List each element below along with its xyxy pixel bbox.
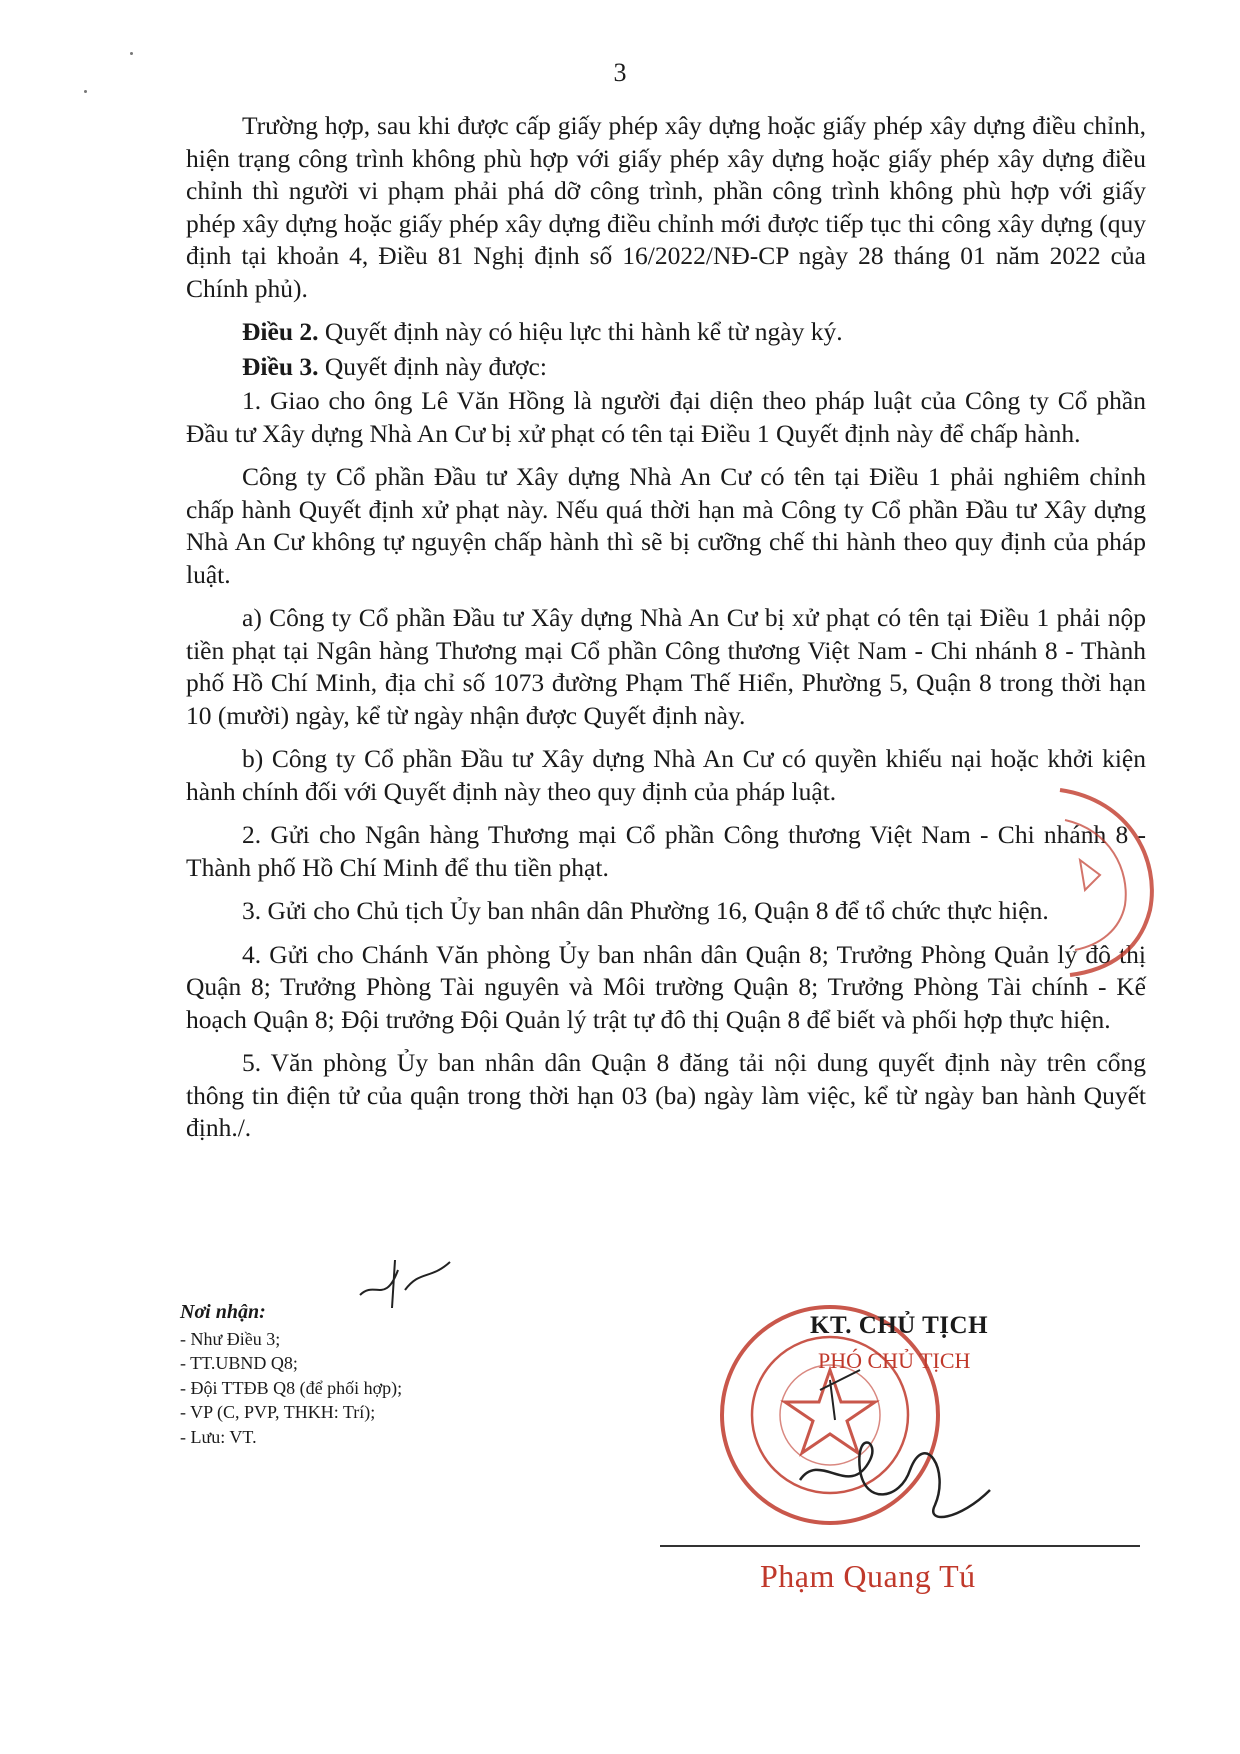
- recipient-item: - Như Điều 3;: [180, 1328, 281, 1349]
- handwritten-signature-icon: [760, 1330, 1020, 1530]
- article-2: [186, 316, 1146, 349]
- scan-speck: [130, 52, 133, 55]
- clause-1b: b) Công ty Cổ phần Đầu tư Xây dựng Nhà An Cư có quyền khiếu nại hoặc khởi kiện hành chính đối với Quyết định này theo quy định của pháp luật.: [186, 744, 1146, 806]
- signer-name: Phạm Quang Tú: [760, 1558, 976, 1594]
- clause-4: 4. Gửi cho Chánh Văn phòng Ủy ban nhân dân Quận 8; Trưởng Phòng Quản lý đô thị Quận 8; Trưởng Phòng Tài nguyên và Môi trường Quận 8; Trưởng Phòng Tài chính - Kế hoạch Quận 8; Đội trưởng Đội Quản lý trật tự đô thị Quận 8 để biết và phối hợp thực hiện.: [186, 939, 1146, 1034]
- signature-title: KT. CHỦ TỊCH: [810, 1312, 989, 1339]
- clause-2: 2. Gửi cho Ngân hàng Thương mại Cổ phần Công thương Việt Nam - Chi nhánh 8 - Thành phố Hồ Chí Minh để thu tiền phạt.: [186, 820, 1146, 882]
- article-2-text: Quyết định này có hiệu lực thi hành kể từ ngày ký.: [318, 317, 843, 346]
- clause-1a: a) Công ty Cổ phần Đầu tư Xây dựng Nhà An Cư bị xử phạt có tên tại Điều 1 phải nộp tiền phạt tại Ngân hàng Thương mại Cổ phần Công thương Việt Nam - Chi nhánh 8 - Thành phố Hồ Chí Minh, địa chỉ số 1073 đường Phạm Thế Hiển, Phường 5, Quận 8 trong thời hạn 10 (mười) ngày, kể từ ngày nhận được Quyết định này.: [186, 603, 1146, 730]
- article-3-label: Điều 3.: [242, 351, 319, 381]
- recipients-list: [180, 1327, 620, 1450]
- recipient-item: - TT.UBND Q8;: [180, 1353, 298, 1373]
- recipient-item: - VP (C, PVP, THKH: Trí);: [180, 1402, 376, 1422]
- article-3: [186, 351, 1146, 384]
- signature-prefix: KT.: [810, 1312, 853, 1339]
- recipient-item: - Đội TTĐB Q8 (để phối hợp);: [180, 1377, 403, 1398]
- partial-stamp-icon: [1040, 780, 1170, 980]
- page-number: 3: [613, 58, 627, 87]
- signature-subtitle: PHÓ CHỦ TỊCH: [818, 1348, 971, 1373]
- recipients-heading: Nơi nhận:: [180, 1301, 266, 1323]
- document-body: [186, 110, 1146, 1156]
- scan-speck: [84, 90, 87, 93]
- article-3-text: Quyết định này được:: [318, 351, 547, 381]
- article-2-label: Điều 2.: [242, 317, 319, 346]
- paragraph-remedy: Trường hợp, sau khi được cấp giấy phép xây dựng hoặc giấy phép xây dựng điều chỉnh, hiện trạng công trình không phù hợp với giấy phép xây dựng hoặc giấy phép xây dựng điều chỉnh thì người vi phạm phải phá dỡ công trình, phần công trình không phù hợp với giấy phép xây dựng hoặc giấy phép xây dựng điều chỉnh mới được tiếp tục thi công xây dựng (quy định tại khoản 4, Điều 81 Nghị định số 16/2022/NĐ-CP ngày 28 tháng 01 năm 2022 của Chính phủ).: [186, 111, 1146, 303]
- clause-1-compliance: Công ty Cổ phần Đầu tư Xây dựng Nhà An Cư có tên tại Điều 1 phải nghiêm chỉnh chấp hành Quyết định xử phạt này. Nếu quá thời hạn mà Công ty Cổ phần Đầu tư Xây dựng Nhà An Cư không tự nguyện chấp hành thì sẽ bị cưỡng chế thi hành theo quy định của pháp luật.: [186, 462, 1146, 589]
- recipient-item: - Lưu: VT.: [180, 1426, 257, 1447]
- signature-block: [700, 1300, 1060, 1600]
- recipients-block: [180, 1300, 620, 1449]
- clause-3: 3. Gửi cho Chủ tịch Ủy ban nhân dân Phường 16, Quận 8 để tổ chức thực hiện.: [242, 896, 1049, 925]
- signature-line: [660, 1545, 1140, 1547]
- clause-5: 5. Văn phòng Ủy ban nhân dân Quận 8 đăng tải nội dung quyết định này trên cổng thông tin điện tử của quận trong thời hạn 03 (ba) ngày làm việc, kể từ ngày ban hành Quyết định./.: [186, 1048, 1146, 1142]
- clause-1: 1. Giao cho ông Lê Văn Hồng là người đại diện theo pháp luật của Công ty Cổ phần Đầu tư Xây dựng Nhà An Cư bị xử phạt có tên tại Điều 1 Quyết định này để chấp hành.: [186, 386, 1146, 448]
